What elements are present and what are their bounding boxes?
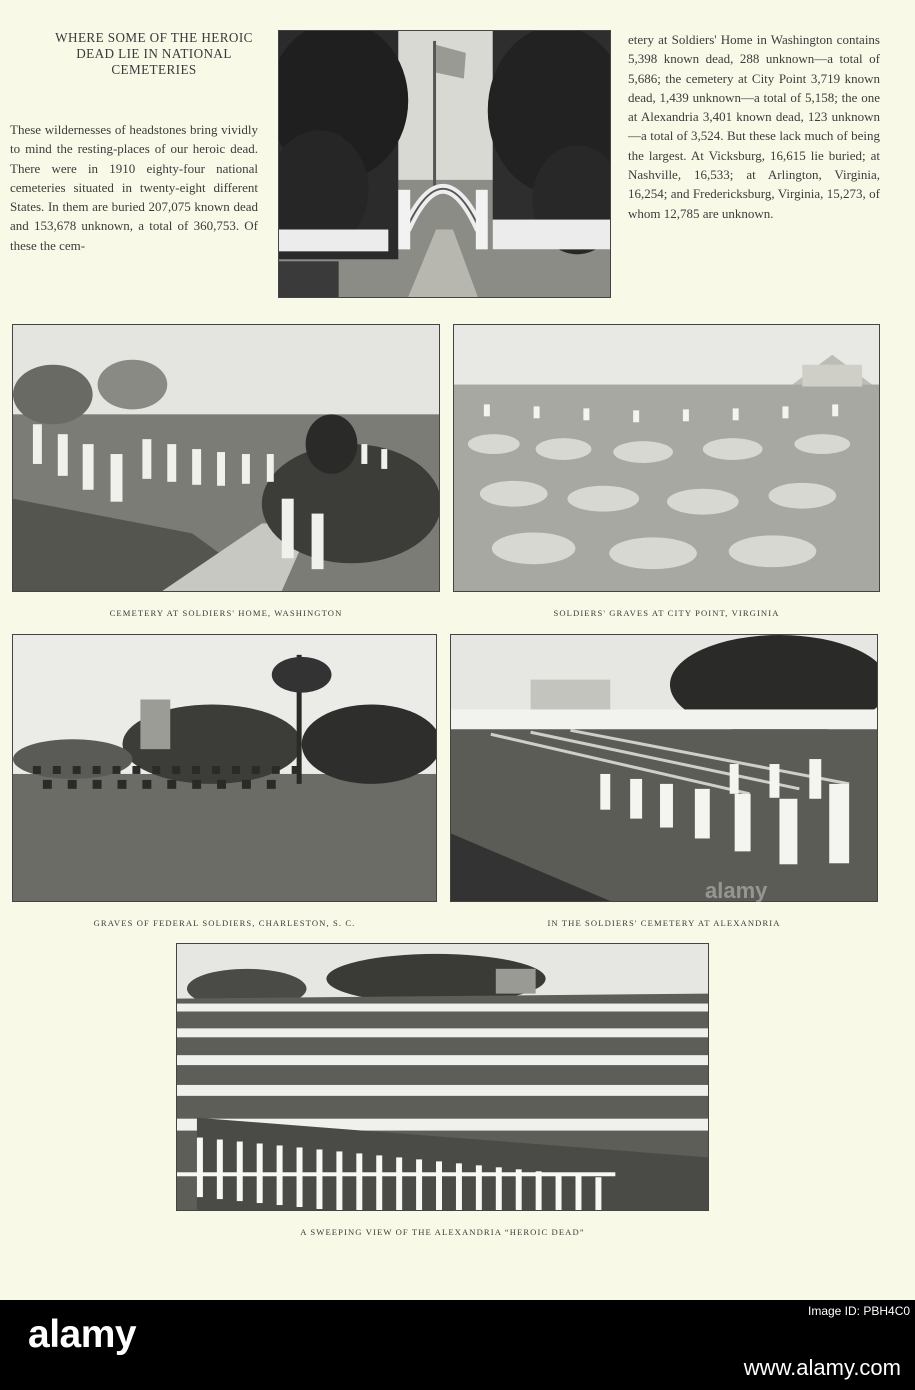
photo-charleston xyxy=(12,634,437,902)
photo-cemetery-gate xyxy=(278,30,611,298)
photo-city-point xyxy=(453,324,880,592)
caption-sweeping-view: A SWEEPING VIEW OF THE ALEXANDRIA “HEROIC DEAD” xyxy=(300,1227,585,1237)
caption-charleston: GRAVES OF FEDERAL SOLDIERS, CHARLESTON, S. C. xyxy=(93,918,356,928)
site-url: www.alamy.com xyxy=(743,1355,901,1380)
photo-sweeping-view xyxy=(176,943,709,1211)
photo-soldiers-home xyxy=(12,324,440,592)
caption-city-point: SOLDIERS' GRAVES AT CITY POINT, VIRGINIA xyxy=(553,608,780,618)
image-id: Image ID: PBH4C0 xyxy=(808,1304,911,1318)
article-text-left: These wildernesses of headstones bring vividly to mind the resting-places of our heroic dead. There were in 1910 eighty-four national cemeteries situated in twenty-eight different States. In them are buried 207,075 known dead and 153,678 unknown, a total of 360,753. Of these the cem- xyxy=(10,122,258,253)
article-title: WHERE SOME OF THE HEROIC DEAD LIE IN NATIONAL CEMETERIES xyxy=(55,30,253,77)
photo-alexandria xyxy=(450,634,878,902)
article-text-right: etery at Soldiers' Home in Washington contains 5,398 known dead, 288 unknown—a total of 5,686; the cemetery at City Point 3,719 known dead, 1,439 unknown—a total of 5,158; the one at Alexandria 3,401 known dead, 123 unknown—a total of 3,524. But these lack much of being the largest. At Vicksburg, 16,615 lie buried; at Nashville, 16,533; at Arlington, Virginia, 16,254; and Fredericksburg, Virginia, 15,273, of whom 12,785 are unknown. xyxy=(628,32,880,221)
alamy-logo: alamy xyxy=(28,1313,137,1356)
overlay-watermark: alamy xyxy=(705,878,768,903)
caption-alexandria: IN THE SOLDIERS' CEMETERY AT ALEXANDRIA xyxy=(547,918,781,928)
caption-soldiers-home: CEMETERY AT SOLDIERS' HOME, WASHINGTON xyxy=(109,608,343,618)
